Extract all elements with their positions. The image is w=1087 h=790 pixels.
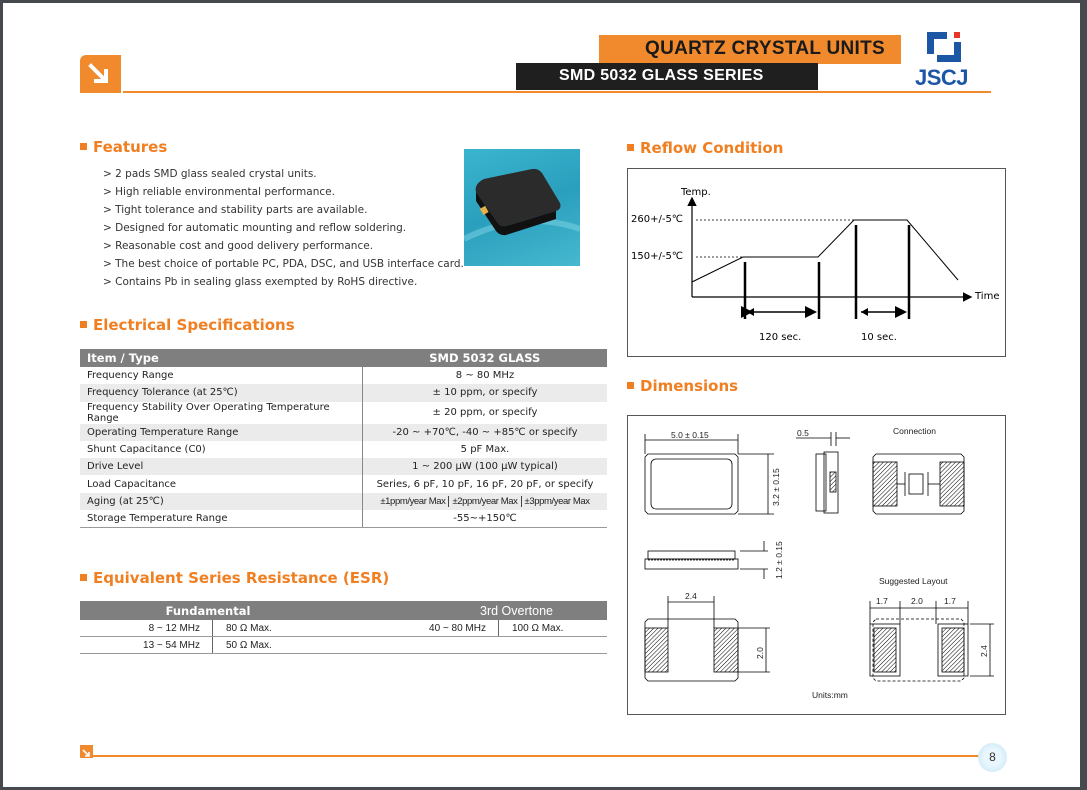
spec-value: ± 20 ppm, or specify — [432, 407, 538, 419]
esr-value: 80 Ω Max. — [213, 620, 337, 637]
reflow-profile-line — [692, 220, 958, 282]
company-logo: JSCJ — [915, 65, 969, 90]
header-divider — [123, 91, 991, 93]
column-header: SMD 5032 GLASS — [363, 349, 608, 367]
feature-item: > Reasonable cost and good delivery performance. — [103, 240, 374, 252]
layout-gap-dimension: 2.0 — [911, 596, 923, 606]
table-row — [80, 493, 607, 510]
spec-item: Frequency Tolerance (at 25℃) — [80, 384, 363, 401]
preheat-time-label: 120 sec. — [759, 332, 802, 343]
pad-height-dimension: 2.0 — [755, 647, 765, 659]
spec-item: Aging (at 25℃) — [80, 493, 363, 510]
esr-value: 50 Ω Max. — [213, 637, 337, 654]
esr-range: 40 ~ 80 MHz — [336, 620, 499, 637]
category-title: QUARTZ CRYSTAL UNITS — [645, 38, 885, 59]
spec-value: Series, 6 pF, 10 pF, 16 pF, 20 pF, or specify — [376, 478, 594, 490]
esr-value: 100 Ω Max. — [499, 620, 608, 637]
connection-label: Connection — [893, 426, 937, 436]
esr-table — [80, 601, 607, 654]
spec-item: Operating Temperature Range — [80, 424, 363, 441]
peak-temp-label: 260+/-5℃ — [631, 214, 684, 225]
table-row — [80, 637, 607, 654]
table-row — [80, 441, 607, 458]
layout-pad-dimension: 1.7 — [876, 596, 888, 606]
table-header-row — [80, 601, 607, 620]
reflow-heading: Reflow Condition — [627, 139, 783, 157]
feature-item: > The best choice of portable PC, PDA, DSC, and USB interface card. — [103, 258, 464, 270]
spec-value: 5 pF Max. — [460, 444, 510, 456]
pad-spacing-dimension: 2.4 — [685, 591, 697, 601]
esr-range: 8 ~ 12 MHz — [80, 620, 213, 637]
temp-axis-label: Temp. — [681, 187, 711, 198]
width-dimension: 3.2 ± 0.15 — [771, 468, 781, 506]
lead-dimension: 0.5 — [797, 428, 809, 438]
column-header: Item / Type — [80, 349, 363, 367]
aging-value: ±3ppm/year Max — [524, 495, 590, 507]
layout-label: Suggested Layout — [879, 576, 948, 586]
dimensions-heading: Dimensions — [627, 377, 738, 395]
column-header: 3rd Overtone — [336, 601, 607, 620]
feature-item: > Designed for automatic mounting and reflow soldering. — [103, 222, 407, 234]
table-row — [80, 384, 607, 401]
series-title: SMD 5032 GLASS SERIES — [559, 67, 764, 84]
page-number: 8 — [978, 743, 1007, 772]
table-row — [80, 475, 607, 492]
time-axis-label: Time — [975, 291, 1000, 302]
feature-item: > High reliable environmental performance. — [103, 186, 335, 198]
aging-values — [363, 493, 608, 510]
feature-item: > 2 pads SMD glass sealed crystal units. — [103, 168, 317, 180]
peak-time-label: 10 sec. — [861, 332, 897, 343]
datasheet-page — [3, 3, 1080, 787]
feature-item: > Tight tolerance and stability parts are available. — [103, 204, 368, 216]
series-banner — [516, 63, 818, 90]
esr-range — [336, 637, 499, 654]
aging-value: ±2ppm/year Max — [452, 495, 518, 507]
spec-value: 1 ~ 200 μW (100 μW typical) — [363, 458, 608, 475]
spec-value: ± 10 ppm, or specify — [363, 384, 608, 401]
length-dimension: 5.0 ± 0.15 — [671, 430, 709, 440]
spec-item: Storage Temperature Range — [80, 510, 363, 528]
esr-heading: Equivalent Series Resistance (ESR) — [80, 569, 389, 587]
spec-item: Frequency Stability Over Operating Temperature Range — [80, 402, 363, 424]
table-row — [80, 510, 607, 528]
units-label: Units:mm — [812, 690, 848, 700]
spec-item: Drive Level — [80, 458, 363, 475]
esr-value — [499, 637, 608, 654]
reflow-chart — [627, 168, 1006, 357]
layout-pad-dimension: 1.7 — [944, 596, 956, 606]
logo-mark-icon — [925, 30, 965, 68]
product-photo — [464, 149, 580, 266]
table-row — [80, 402, 607, 424]
table-row — [80, 458, 607, 475]
spec-item: Shunt Capacitance (C0) — [80, 441, 363, 458]
height-dimension: 1.2 ± 0.15 — [774, 541, 784, 579]
electrical-heading: Electrical Specifications — [80, 316, 295, 334]
table-row — [80, 620, 607, 637]
feature-item: > Contains Pb in sealing glass exempted by RoHS directive. — [103, 276, 418, 288]
table-row — [80, 367, 607, 384]
table-header-row — [80, 349, 607, 367]
spec-item: Frequency Range — [80, 367, 363, 384]
spec-value: -55~+150℃ — [363, 510, 608, 528]
column-header: Fundamental — [80, 601, 336, 620]
footer-divider — [91, 755, 981, 757]
spec-value: 8 ~ 80 MHz — [455, 370, 515, 382]
features-list — [103, 165, 464, 291]
spec-value: -20 ~ +70℃, -40 ~ +85℃ or specify — [363, 424, 608, 441]
aging-value: ±1ppm/year Max — [380, 495, 446, 507]
preheat-temp-label: 150+/-5℃ — [631, 251, 684, 262]
table-row — [80, 424, 607, 441]
category-banner — [599, 35, 901, 64]
layout-height-dimension: 2.4 — [979, 645, 989, 657]
dimensions-drawing — [627, 415, 1006, 715]
electrical-spec-table — [80, 349, 607, 528]
spec-item: Load Capacitance — [80, 475, 363, 492]
arrow-down-right-icon — [80, 55, 121, 93]
features-heading: Features — [80, 138, 167, 156]
esr-range: 13 ~ 54 MHz — [80, 637, 213, 654]
